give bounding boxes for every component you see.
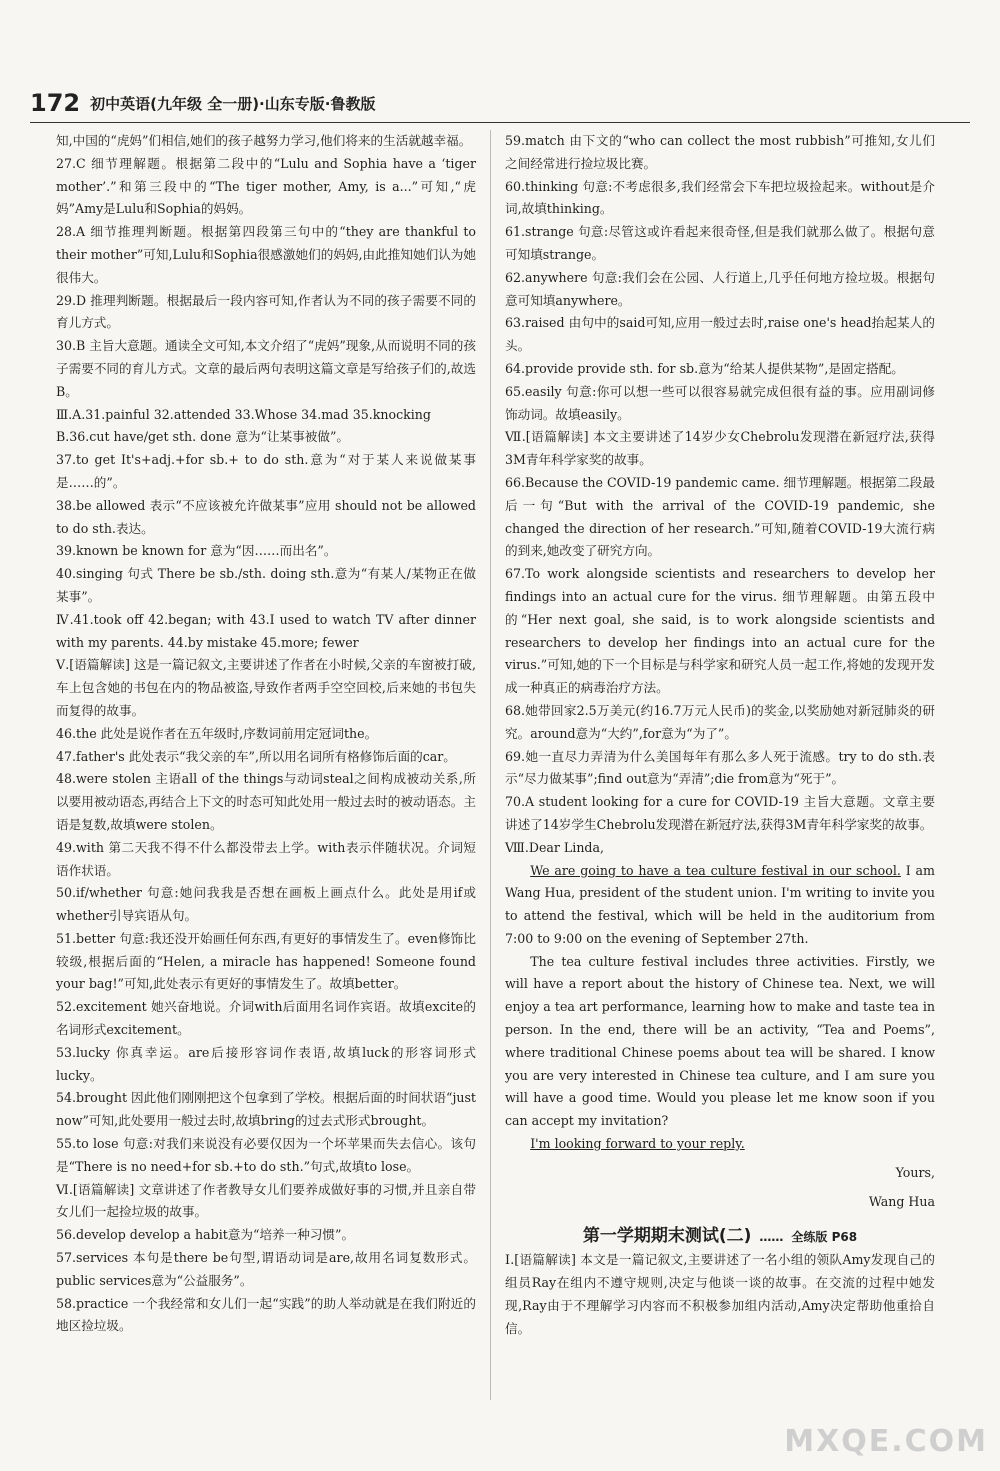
answer-item: 58.practice 一个我经常和女儿们一起“实践”的助人举动就是在我们附近的地区捡垃圾。 bbox=[56, 1295, 476, 1334]
answer-item: 知,中国的“虎妈”们相信,她们的孩子越努力学习,他们将来的生活就越幸福。 bbox=[56, 133, 472, 148]
answer-item: 59.match 由下文的“who can collect the most rubbish”可推知,女儿们之间经常进行捡垃圾比赛。 bbox=[505, 133, 935, 171]
answer-item: B.36.cut have/get sth. done 意为“让某事被做”。 bbox=[56, 429, 350, 445]
answer-item: Ⅴ.[语篇解读] 这是一篇记叙文,主要讲述了作者在小时候,父亲的车窗被打破,车上包含她的书包在内的物品被盗,导致作者两手空空回校,后来她的书包失而复得的故事。 bbox=[56, 657, 476, 718]
answer-item: 55.to lose 句意:对我们来说没有必要仅因为一个坏苹果而失去信心。该句是“There is no need+for sb.+to do sth.”句式,故填to lose。 bbox=[56, 1136, 476, 1174]
answer-item: 57.services 本句是there be句型,谓语动词是are,故用名词复数形式。public services意为“公益服务”。 bbox=[56, 1250, 476, 1288]
answer-item: 27.C 细节理解题。根据第二段中的“Lulu and Sophia have a ‘tiger mother’.”和第三段中的“The tiger mother, Amy, is a...”可知,“虎妈”Amy是Lulu和Sophia的妈妈。 bbox=[56, 155, 476, 217]
answer-item: 66.Because the COVID-19 pandemic came. 细节理解题。根据第二段最后一句“But with the arrival of the COVID-19 pandemic, she changed the direction of her research.”可知,随着COVID-19大流行病的到来,她改变了研究方向。 bbox=[505, 474, 935, 559]
answer-item: 53.lucky 你真幸运。are后接形容词作表语,故填luck的形容词形式lucky。 bbox=[56, 1044, 476, 1083]
answer-item: 37.to get It's+adj.+for sb.+ to do sth.意为“对于某人来说做某事是……的”。 bbox=[56, 452, 476, 490]
answer-item: 51.better 句意:我还没开始画任何东西,有更好的事情发生了。even修饰比较级,根据后面的“Helen, a miracle has happened! Someone found your bag!”可知,此处表示有更好的事情发生了。故填better。 bbox=[56, 930, 476, 992]
page-number: 172 bbox=[30, 89, 81, 117]
letter-greeting: Ⅷ.Dear Linda, bbox=[505, 839, 604, 855]
section-title bbox=[505, 1225, 935, 1249]
answer-item: 30.B 主旨大意题。通读全文可知,本文介绍了“虎妈”现象,从而说明不同的孩子需要不同的育儿方式。文章的最后两句表明这篇文章是写给孩子们的,故选B。 bbox=[56, 338, 476, 399]
answer-item: 29.D 推理判断题。根据最后一段内容可知,作者认为不同的孩子需要不同的育儿方式。 bbox=[56, 292, 476, 331]
answer-item: 60.thinking 句意:不考虑很多,我们经常会下车把垃圾捡起来。without是介词,故填thinking。 bbox=[505, 178, 935, 217]
answer-item: 61.strange 句意:尽管这或许看起来很奇怪,但是我们就那么做了。根据句意可知填strange。 bbox=[505, 224, 935, 262]
answer-item: Ⅲ.A.31.painful 32.attended 33.Whose 34.mad 35.knocking bbox=[56, 406, 431, 422]
answer-item: Ⅶ.[语篇解读] 本文主要讲述了14岁少女Chebrolu发现潜在新冠疗法,获得3M青年科学家奖的故事。 bbox=[505, 429, 935, 468]
answer-item: 68.她带回家2.5万美元(约16.7万元人民币)的奖金,以奖励她对新冠肺炎的研究。around意为“大约”,for意为“为了”。 bbox=[505, 702, 935, 741]
answer-item: 47.father's 此处表示“我父亲的车”,所以用名词所有格修饰后面的car。 bbox=[56, 748, 456, 764]
answer-item: 65.easily 句意:你可以想一些可以很容易就完成但很有益的事。应用副词修饰动词。故填easily。 bbox=[505, 383, 935, 422]
answer-item: 28.A 细节推理判断题。根据第四段第三句中的“they are thankful to their mother”可知,Lulu和Sophia很感激她们的妈妈,由此推知她们认为她很伟大。 bbox=[56, 224, 476, 285]
answer-item: 49.with 第二天我不得不什么都没带去上学。with表示伴随状况。介词短语作状语。 bbox=[56, 839, 476, 878]
section-text: Ⅰ.[语篇解读] 本文是一篇记叙文,主要讲述了一名小组的领队Amy发现自己的组员Ray在组内不遵守规则,决定与他谈一谈的故事。在交流的过程中她发现,Ray由于不理解学习内容而不积极参加组内活动,Amy决定帮助他重拾自信。 bbox=[505, 1252, 935, 1336]
answer-item: 54.brought 因此他们刚刚把这个包拿到了学校。根据后面的时间状语“just now”可知,此处要用一般过去时,故填bring的过去式形式brought。 bbox=[56, 1090, 476, 1129]
letter-paragraph-2: The tea culture festival includes three activities. Firstly, we will have a report about the history of Chinese tea. Next, we will enjoy a tea art performance, learning how to make and taste tea in person. In the end, there will be an activity, “Tea and Poems”, where traditional Chinese poems about tea will be shared. I know you are very interested in Chinese tea culture, and I am sure you will have a good time. Would you please let me know soon if you can accept my invitation? bbox=[505, 953, 935, 1129]
answer-item: 39.known be known for 意为“因……而出名”。 bbox=[56, 543, 337, 559]
answer-item: 48.were stolen 主语all of the things与动词steal之间构成被动关系,所以要用被动语态,再结合上下文的时态可知此处用一般过去时的被动语态。主语是复数,故填were stolen。 bbox=[56, 771, 476, 832]
letter-closing: Yours, bbox=[895, 1164, 935, 1180]
header-rule bbox=[30, 122, 970, 123]
left-column bbox=[56, 130, 476, 1338]
column-divider bbox=[490, 130, 491, 1400]
letter-paragraph-1: We are going to have a tea culture festival in our school. I am Wang Hua, president of the student union. I'm writing to invite you to attend the festival, which will be held in the auditorium from 7:00 to 9:00 on the evening of September 27th. bbox=[505, 862, 935, 946]
answer-item: 38.be allowed 表示“不应该被允许做某事”应用 should not be allowed to do sth.表达。 bbox=[56, 497, 476, 536]
answer-item: 67.To work alongside scientists and researchers to develop her findings into an actual cure for the virus. 细节理解题。由第五段中的“Her next goal, she said, is to work alongside scientists and researchers to develop her findings into an actual cure for the virus.”可知,她的下一个目标是与科学家和研究人员一起工作,将她的发现开发成一种真正的病毒治疗方法。 bbox=[505, 566, 935, 696]
section-dots: …… bbox=[759, 1230, 784, 1245]
answer-item: 64.provide provide sth. for sb.意为“给某人提供某物”,是固定搭配。 bbox=[505, 360, 904, 376]
answer-item: 63.raised 由句中的said可知,应用一般过去时,raise one's head抬起某人的头。 bbox=[505, 315, 935, 354]
answer-item: Ⅵ.[语篇解读] 文章讲述了作者教导女儿们要养成做好事的习惯,并且亲自带女儿们一起捡垃圾的故事。 bbox=[56, 1181, 476, 1220]
book-title: 初中英语(九年级 全一册)·山东专版·鲁教版 bbox=[90, 94, 376, 113]
answer-item: 69.她一直尽力弄清为什么美国每年有那么多人死于流感。try to do sth.表示“尽力做某事”;find out意为“弄清”;die from意为“死于”。 bbox=[505, 748, 935, 787]
answer-item: 56.develop develop a habit意为“培养一种习惯”。 bbox=[56, 1227, 355, 1243]
right-column bbox=[505, 130, 935, 1340]
section-title-text: 第一学期期末测试(二) bbox=[582, 1226, 752, 1247]
answer-item: 70.A student looking for a cure for COVID-19 主旨大意题。文章主要讲述了14岁学生Chebrolu发现潜在新冠疗法,获得3M青年科学家奖的故事。 bbox=[505, 794, 935, 832]
answer-item: Ⅳ.41.took off 42.began; with 43.I used to watch TV after dinner with my parents. 44.by mistake 45.more; fewer bbox=[56, 611, 476, 650]
page-header bbox=[30, 88, 970, 118]
letter-paragraph-3: I'm looking forward to your reply. bbox=[530, 1136, 745, 1152]
answer-item: 46.the 此处是说作者在五年级时,序数词前用定冠词the。 bbox=[56, 725, 378, 741]
answer-item: 40.singing 句式 There be sb./sth. doing sth.意为“有某人/某物正在做某事”。 bbox=[56, 566, 476, 604]
answer-item: 52.excitement 她兴奋地说。介词with后面用名词作宾语。故填excite的名词形式excitement。 bbox=[56, 999, 476, 1038]
letter-signature: Wang Hua bbox=[868, 1193, 935, 1209]
section-ref: 全练版 P68 bbox=[791, 1230, 858, 1245]
watermark: MXQE.COM bbox=[784, 1424, 988, 1459]
letter-topic-sentence: We are going to have a tea culture festival in our school. bbox=[530, 862, 901, 878]
answer-item: 62.anywhere 句意:我们会在公园、人行道上,几乎任何地方捡垃圾。根据句意可知填anywhere。 bbox=[505, 269, 935, 308]
answer-item: 50.if/whether 句意:她问我我是否想在画板上画点什么。此处是用if或whether引导宾语从句。 bbox=[56, 885, 476, 924]
